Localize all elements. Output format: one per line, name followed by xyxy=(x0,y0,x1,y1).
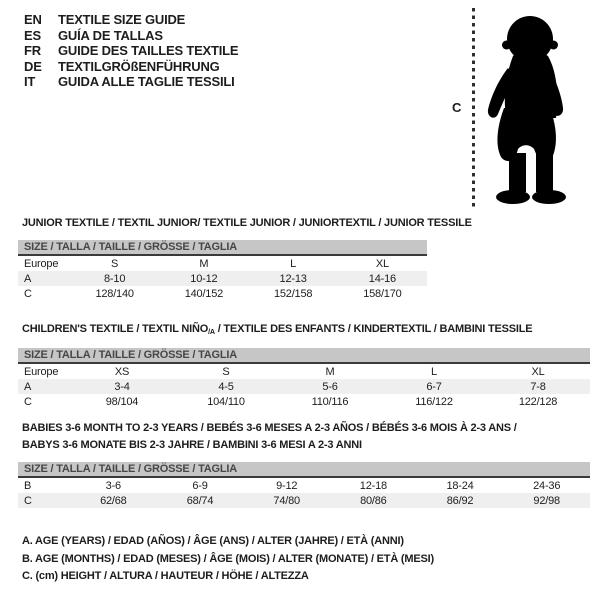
footnote-c: C. (cm) HEIGHT / ALTURA / HAUTEUR / HÖHE / ALTEZZA xyxy=(22,570,309,582)
language-code: EN xyxy=(24,12,42,27)
table-row xyxy=(18,493,590,508)
height-measure-label: C xyxy=(452,100,462,115)
table-cell: S xyxy=(222,365,230,378)
table-cell: XL xyxy=(375,257,389,270)
language-title: GUIDA ALLE TAGLIE TESSILI xyxy=(58,74,235,89)
table-cell: 12-13 xyxy=(279,272,307,285)
table-cell: 92/98 xyxy=(533,494,560,507)
table-cell: 62/68 xyxy=(100,494,127,507)
row-label: Europe xyxy=(24,365,59,378)
table-cell: 6-7 xyxy=(426,380,442,393)
language-title-list xyxy=(24,12,238,90)
language-row xyxy=(24,43,238,59)
table-cell: 152/158 xyxy=(273,287,313,300)
table-cell: 98/104 xyxy=(105,395,139,408)
table-cell: 24-36 xyxy=(533,479,561,492)
footnote-b: B. AGE (MONTHS) / EDAD (MESES) / ÂGE (MOIS) / ALTER (MONATE) / ETÀ (MESI) xyxy=(22,552,434,565)
table-cell: 18-24 xyxy=(446,479,474,492)
table-cell: 14-16 xyxy=(368,272,396,285)
language-row xyxy=(24,12,238,28)
table-cell: M xyxy=(199,257,209,270)
baby-silhouette-image xyxy=(480,8,572,208)
babies-size-table xyxy=(18,462,590,508)
table-row xyxy=(18,478,590,493)
table-cell: 8-10 xyxy=(104,272,126,285)
height-measure-figure xyxy=(440,0,600,215)
row-label: C xyxy=(24,287,32,300)
language-title: GUÍA DE TALLAS xyxy=(58,27,163,43)
table-cell: 3-4 xyxy=(114,380,130,393)
table-row xyxy=(18,379,590,394)
language-code: FR xyxy=(24,43,41,58)
dashed-measure-line xyxy=(472,8,475,208)
table-cell: 12-18 xyxy=(359,479,387,492)
table-cell: 104/110 xyxy=(207,395,245,408)
language-row xyxy=(24,28,238,44)
table-row xyxy=(18,394,590,409)
table-cell: M xyxy=(325,365,335,378)
table-cell: 140/152 xyxy=(184,287,224,300)
table-cell: 7-8 xyxy=(530,380,546,393)
babies-heading-line2: BABYS 3-6 MONATE BIS 2-3 JAHRE / BAMBINI 3-6 MESI A 2-3 ANNI xyxy=(22,438,362,451)
row-label: C xyxy=(24,395,32,408)
table-row xyxy=(18,364,590,379)
language-title: GUIDE DES TAILLES TEXTILE xyxy=(58,43,239,58)
table-cell: 116/122 xyxy=(415,395,453,408)
junior-table-body xyxy=(18,256,427,301)
table-cell: 5-6 xyxy=(322,380,338,393)
size-table-header: SIZE / TALLA / TAILLE / GRÖSSE / TAGLIA xyxy=(18,462,590,478)
table-cell: 128/140 xyxy=(95,287,134,300)
table-cell: 6-9 xyxy=(192,479,208,492)
table-cell: 80/86 xyxy=(360,494,387,507)
table-cell: 10-12 xyxy=(190,272,218,285)
table-cell: 68/74 xyxy=(186,494,214,507)
table-cell: XL xyxy=(531,365,545,378)
row-label: B xyxy=(24,479,32,492)
table-cell: 122/128 xyxy=(518,395,558,408)
table-cell: S xyxy=(111,257,119,270)
table-row xyxy=(18,286,427,301)
language-code: ES xyxy=(24,27,41,43)
children-heading-text: / TEXTILE DES ENFANTS / KINDERTEXTIL / BAMBINI TESSILE xyxy=(214,323,533,335)
language-row xyxy=(24,59,238,75)
table-cell: 9-12 xyxy=(276,479,298,492)
row-label: A xyxy=(24,272,32,285)
children-size-table xyxy=(18,348,590,409)
row-label: C xyxy=(24,494,32,507)
table-cell: L xyxy=(290,257,297,270)
table-row xyxy=(18,271,427,286)
babies-heading-line1: BABIES 3-6 MONTH TO 2-3 YEARS / BEBÉS 3-6 MESES A 2-3 AÑOS / BÉBÉS 3-6 MOIS À 2-3 ANS / xyxy=(22,422,517,434)
language-code: IT xyxy=(24,74,36,89)
footnote-a: A. AGE (YEARS) / EDAD (AÑOS) / ÂGE (ANS) / ALTER (JAHRE) / ETÀ (ANNI) xyxy=(22,535,404,547)
table-cell: 158/170 xyxy=(363,287,402,300)
babies-table-body xyxy=(18,478,590,508)
children-table-body xyxy=(18,364,590,409)
row-label: Europe xyxy=(24,257,59,270)
table-cell: XS xyxy=(114,365,130,378)
table-cell: 86/92 xyxy=(446,494,474,507)
legend-footnotes xyxy=(22,533,434,586)
row-label: A xyxy=(24,380,32,393)
children-heading-subscript: /A xyxy=(208,327,215,336)
table-row xyxy=(18,256,427,271)
table-cell: 4-5 xyxy=(218,380,234,393)
table-cell: L xyxy=(431,365,437,378)
language-row xyxy=(24,74,238,90)
language-title: TEXTILGRÖßENFÜHRUNG xyxy=(58,58,220,74)
size-table-header: SIZE / TALLA / TAILLE / GRÖSSE / TAGLIA xyxy=(18,240,427,256)
language-title: TEXTILE SIZE GUIDE xyxy=(58,12,186,27)
table-cell: 74/80 xyxy=(273,494,300,507)
table-cell: 3-6 xyxy=(105,479,121,492)
children-section-heading xyxy=(22,321,532,340)
children-heading-text: CHILDREN'S TEXTILE / TEXTIL NIÑO xyxy=(22,323,209,335)
babies-section-heading xyxy=(22,420,517,453)
language-code: DE xyxy=(24,58,42,74)
table-cell: 110/116 xyxy=(311,395,349,408)
junior-section-heading: JUNIOR TEXTILE / TEXTIL JUNIOR/ TEXTILE JUNIOR / JUNIORTEXTIL / JUNIOR TESSILE xyxy=(22,217,472,229)
size-table-header: SIZE / TALLA / TAILLE / GRÖSSE / TAGLIA xyxy=(18,348,590,364)
junior-size-table xyxy=(18,240,427,301)
